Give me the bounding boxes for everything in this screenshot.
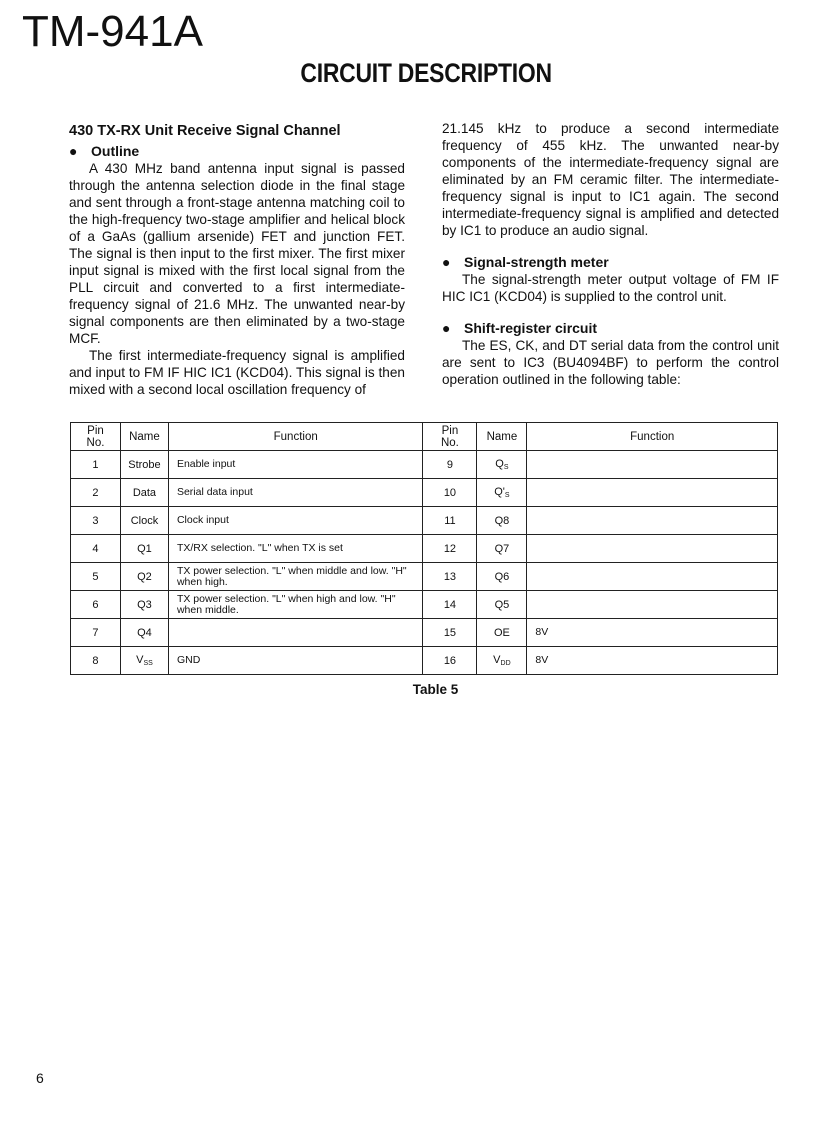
pin-name: [477, 647, 527, 675]
outline-heading-text: Outline: [91, 143, 140, 159]
right-column: [442, 120, 779, 388]
pin-number: 2: [71, 479, 121, 507]
pin-number: 7: [71, 619, 121, 647]
pin-name: Clock: [120, 507, 168, 535]
pin-function: [527, 563, 778, 591]
pin-function: [527, 479, 778, 507]
pin-number: 1: [71, 451, 121, 479]
pin-name: Q2: [120, 563, 168, 591]
section-heading: 430 TX-RX Unit Receive Signal Channel: [69, 123, 341, 139]
header-name-right: Name: [477, 423, 527, 451]
header-pin-left: Pin No.: [71, 423, 121, 451]
pin-name: Q5: [477, 591, 527, 619]
pin-number: 14: [423, 591, 477, 619]
pin-name-subscript: S: [503, 464, 509, 471]
meter-paragraph: The signal-strength meter output voltage of FM IF HIC IC1 (KCD04) is supplied to the control unit.: [442, 272, 779, 304]
pin-name-subscript: S: [504, 492, 510, 499]
meter-heading-text: Signal-strength meter: [464, 254, 609, 270]
pin-function: [527, 451, 778, 479]
page-title: [64, 58, 770, 89]
bullet-icon: ●: [442, 320, 451, 336]
pin-name: Q4: [120, 619, 168, 647]
pin-name-subscript: DD: [500, 660, 511, 667]
pin-function: TX power selection. "L" when middle and low. "H" when high.: [168, 563, 423, 591]
pin-name-main: Q': [494, 486, 505, 498]
table-row: [71, 451, 778, 479]
table-row: [71, 507, 778, 535]
pin-name: Q3: [120, 591, 168, 619]
pin-name: [477, 451, 527, 479]
pin-number: 4: [71, 535, 121, 563]
pin-number: 10: [423, 479, 477, 507]
pin-function: [527, 507, 778, 535]
pin-name: Q1: [120, 535, 168, 563]
outline-paragraph-1: A 430 MHz band antenna input signal is passed through the antenna selection diode in the final stage and sent through a front-stage antenna matching coil to the high-frequency two-stage amplifier and helical block of a GaAs (gallium arsenide) FET and junction FET. The signal is then input to the first mixer. The first mixer input signal is mixed with the first local signal from the PLL circuit and converted to a first intermediate-frequency signal of 21.6 MHz. The unwanted near-by signal components are then eliminated by a two-stage MCF.: [69, 161, 405, 346]
pin-function: [527, 591, 778, 619]
pin-name: Q8: [477, 507, 527, 535]
pin-name-main: V: [136, 654, 144, 666]
model-number: TM-941A: [22, 7, 203, 56]
pin-name: OE: [477, 619, 527, 647]
pin-function: GND: [168, 647, 423, 675]
pin-number: 13: [423, 563, 477, 591]
table-row: [71, 619, 778, 647]
page-number: 6: [36, 1070, 44, 1086]
table-header-row: [71, 423, 778, 451]
pin-name-subscript: SS: [143, 660, 153, 667]
pin-number: 12: [423, 535, 477, 563]
shift-register-paragraph: The ES, CK, and DT serial data from the control unit are sent to IC3 (BU4094BF) to perform the control operation outlined in the following table:: [442, 338, 779, 387]
table-row: [71, 535, 778, 563]
page-title-text: CIRCUIT DESCRIPTION: [300, 58, 552, 88]
pin-name-main: Q: [495, 458, 504, 470]
pin-function: 8V: [527, 647, 778, 675]
header-pin-right: Pin No.: [423, 423, 477, 451]
pin-number: 9: [423, 451, 477, 479]
shift-register-heading-text: Shift-register circuit: [464, 320, 598, 336]
pin-number: 8: [71, 647, 121, 675]
pin-name: Q7: [477, 535, 527, 563]
continued-paragraph: 21.145 kHz to produce a second intermediate frequency of 455 kHz. The unwanted near-by components of the intermediate-frequency signal are eliminated by an FM ceramic filter. The intermediate-frequency signal is input to IC1 again. The second intermediate-frequency signal is amplified and detected by IC1 to produce an audio signal.: [442, 121, 779, 238]
pin-function: 8V: [527, 619, 778, 647]
meter-heading: [442, 254, 779, 271]
bullet-icon: ●: [69, 143, 78, 159]
pin-function: Clock input: [168, 507, 423, 535]
outline-heading: [69, 143, 405, 160]
bullet-icon: ●: [442, 254, 451, 270]
pin-function: Enable input: [168, 451, 423, 479]
outline-paragraph-2: The first intermediate-frequency signal is amplified and input to FM IF HIC IC1 (KCD04). This signal is then mixed with a second local oscillation frequency of: [69, 348, 405, 397]
header-name-left: Name: [120, 423, 168, 451]
pin-name: Strobe: [120, 451, 168, 479]
pin-number: 3: [71, 507, 121, 535]
pin-name: Q6: [477, 563, 527, 591]
pin-number: 6: [71, 591, 121, 619]
pin-function: Serial data input: [168, 479, 423, 507]
table-row: [71, 563, 778, 591]
pin-number: 16: [423, 647, 477, 675]
table-row: [71, 479, 778, 507]
pin-function: TX power selection. "L" when high and low. "H" when middle.: [168, 591, 423, 619]
pin-name: [477, 479, 527, 507]
header-function-right: Function: [527, 423, 778, 451]
pin-number: 11: [423, 507, 477, 535]
pin-function: TX/RX selection. "L" when TX is set: [168, 535, 423, 563]
pin-number: 15: [423, 619, 477, 647]
shift-register-heading: [442, 320, 779, 337]
pin-function-table: [70, 422, 778, 675]
table-row: [71, 591, 778, 619]
left-column: [69, 120, 405, 398]
table-caption: Table 5: [412, 682, 459, 697]
pin-name-main: V: [493, 654, 501, 666]
table-row: [71, 647, 778, 675]
header-function-left: Function: [168, 423, 423, 451]
pin-name: Data: [120, 479, 168, 507]
pin-function: [168, 619, 423, 647]
pin-function: [527, 535, 778, 563]
pin-number: 5: [71, 563, 121, 591]
pin-name: [120, 647, 168, 675]
